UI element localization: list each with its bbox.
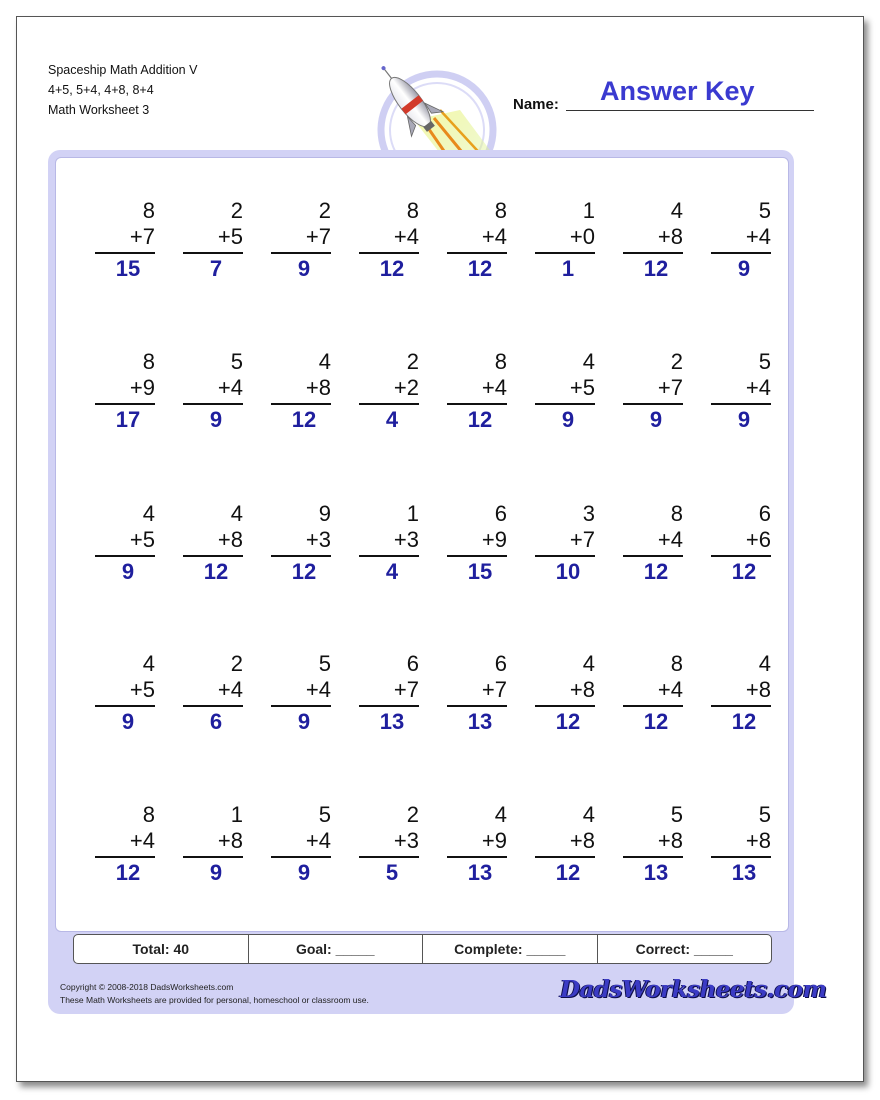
problem-item	[535, 802, 595, 887]
addend-bottom: +4	[657, 677, 683, 702]
addend-bottom: +3	[305, 527, 331, 552]
addend-top: 4	[142, 651, 155, 676]
addend-bottom: +7	[393, 677, 419, 702]
problem-item	[95, 501, 155, 586]
addend-top: 1	[582, 198, 595, 223]
addend-bottom: +4	[217, 677, 243, 702]
sum-line	[95, 555, 155, 557]
answer-key: Answer Key	[600, 76, 755, 106]
sum-line	[535, 403, 595, 405]
addend-bottom: +4	[129, 828, 155, 853]
sum-line	[535, 856, 595, 858]
sum-line	[623, 555, 683, 557]
answer-value: 12	[555, 709, 581, 734]
answer-value: 12	[643, 559, 669, 584]
addend-bottom: +8	[657, 828, 683, 853]
problem-item	[623, 651, 683, 736]
addend-top: 4	[142, 501, 155, 526]
addend-top: 4	[582, 802, 595, 827]
sum-line	[447, 252, 507, 254]
problem-item	[447, 349, 507, 434]
answer-value: 6	[209, 709, 223, 734]
addend-bottom: +8	[217, 828, 243, 853]
copyright-block	[60, 981, 369, 1007]
problem-item	[183, 802, 243, 887]
sum-line	[183, 856, 243, 858]
addend-bottom: +8	[657, 224, 683, 249]
answer-value: 17	[115, 407, 141, 432]
addend-top: 9	[318, 501, 331, 526]
addend-bottom: +4	[217, 375, 243, 400]
addend-bottom: +8	[745, 828, 771, 853]
answer-value: 12	[291, 559, 317, 584]
answer-value: 1	[561, 256, 575, 281]
total-cell: Total: 40	[74, 935, 249, 963]
addend-bottom: +8	[569, 828, 595, 853]
problem-item	[271, 198, 331, 283]
problem-item	[447, 198, 507, 283]
problem-item	[359, 651, 419, 736]
problem-item	[535, 501, 595, 586]
problem-item	[623, 802, 683, 887]
addend-bottom: +4	[481, 375, 507, 400]
sum-line	[95, 705, 155, 707]
answer-value: 4	[385, 559, 399, 584]
copyright-text: Copyright © 2008-2018 DadsWorksheets.com	[60, 982, 234, 992]
problem-item	[359, 802, 419, 887]
worksheet-subtitle: Math Worksheet 3	[48, 103, 150, 117]
answer-value: 13	[467, 709, 493, 734]
correct-cell[interactable]: Correct: _____	[635, 941, 733, 957]
sum-line	[623, 252, 683, 254]
answer-value: 9	[561, 407, 575, 432]
addend-top: 1	[406, 501, 419, 526]
addend-top: 2	[406, 349, 419, 374]
addend-top: 2	[230, 651, 243, 676]
problem-item	[535, 198, 595, 283]
answer-value: 4	[385, 407, 399, 432]
answer-value: 9	[737, 407, 751, 432]
answer-value: 9	[121, 709, 135, 734]
addend-bottom: +8	[745, 677, 771, 702]
sum-line	[535, 705, 595, 707]
problem-item	[95, 349, 155, 434]
addend-bottom: +8	[217, 527, 243, 552]
problem-item	[447, 501, 507, 586]
addend-bottom: +3	[393, 828, 419, 853]
addend-bottom: +3	[393, 527, 419, 552]
complete-cell[interactable]: Complete: _____	[423, 935, 598, 963]
sum-line	[183, 705, 243, 707]
answer-value: 9	[209, 860, 223, 885]
problem-item	[95, 802, 155, 887]
addend-top: 8	[494, 198, 507, 223]
problem-item	[359, 198, 419, 283]
addend-top: 5	[318, 802, 331, 827]
addend-bottom: +9	[481, 527, 507, 552]
addend-bottom: +5	[569, 375, 595, 400]
sum-line	[271, 555, 331, 557]
sum-line	[271, 705, 331, 707]
sum-line	[447, 555, 507, 557]
addend-bottom: +4	[745, 375, 771, 400]
problem-item	[183, 349, 243, 434]
problem-item	[711, 501, 771, 586]
addend-bottom: +4	[305, 677, 331, 702]
sum-line	[711, 403, 771, 405]
sum-line	[183, 555, 243, 557]
addend-top: 5	[758, 198, 771, 223]
addend-bottom: +4	[305, 828, 331, 853]
sum-line	[711, 856, 771, 858]
addend-top: 2	[230, 198, 243, 223]
addend-top: 8	[406, 198, 419, 223]
problem-item	[447, 802, 507, 887]
answer-value: 12	[467, 256, 493, 281]
answer-value: 12	[555, 860, 581, 885]
problem-item	[711, 651, 771, 736]
problem-item	[183, 501, 243, 586]
addend-top: 8	[494, 349, 507, 374]
answer-value: 9	[297, 256, 311, 281]
sum-line	[535, 555, 595, 557]
addend-bottom: +9	[129, 375, 155, 400]
sum-line	[271, 403, 331, 405]
problem-item	[711, 349, 771, 434]
brand-logo: DadsWorksheets.com	[560, 976, 827, 1003]
answer-value: 10	[555, 559, 581, 584]
sum-line	[623, 705, 683, 707]
addend-top: 4	[670, 198, 683, 223]
addend-top: 2	[318, 198, 331, 223]
problem-item	[271, 802, 331, 887]
problem-item	[359, 501, 419, 586]
sum-line	[623, 403, 683, 405]
answer-value: 13	[379, 709, 405, 734]
problem-item	[535, 651, 595, 736]
addend-top: 4	[582, 651, 595, 676]
sum-line	[183, 403, 243, 405]
answer-value: 13	[643, 860, 669, 885]
score-bar	[73, 934, 772, 964]
addend-top: 8	[142, 349, 155, 374]
problem-item	[623, 198, 683, 283]
addend-bottom: +8	[305, 375, 331, 400]
sum-line	[447, 403, 507, 405]
problem-item	[95, 651, 155, 736]
answer-value: 12	[643, 709, 669, 734]
sum-line	[711, 555, 771, 557]
worksheet-title: Spaceship Math Addition V	[48, 63, 198, 77]
answer-value: 12	[731, 559, 757, 584]
worksheet-header	[48, 60, 197, 120]
addend-top: 2	[670, 349, 683, 374]
addend-top: 8	[670, 501, 683, 526]
addend-top: 8	[142, 802, 155, 827]
name-label: Name:	[513, 96, 559, 113]
addend-top: 5	[758, 349, 771, 374]
worksheet-facts: 4+5, 5+4, 4+8, 8+4	[48, 83, 154, 97]
sum-line	[359, 856, 419, 858]
addend-top: 6	[494, 651, 507, 676]
addend-top: 4	[494, 802, 507, 827]
answer-value: 12	[467, 407, 493, 432]
addend-bottom: +9	[481, 828, 507, 853]
answer-value: 12	[731, 709, 757, 734]
answer-value: 12	[291, 407, 317, 432]
addend-bottom: +5	[129, 527, 155, 552]
problem-item	[711, 802, 771, 887]
problem-item	[271, 651, 331, 736]
answer-value: 9	[209, 407, 223, 432]
addend-top: 5	[230, 349, 243, 374]
answer-value: 12	[379, 256, 405, 281]
addend-bottom: +7	[657, 375, 683, 400]
addend-top: 4	[230, 501, 243, 526]
answer-value: 9	[649, 407, 663, 432]
problem-item	[535, 349, 595, 434]
problem-item	[623, 501, 683, 586]
addend-bottom: +2	[393, 375, 419, 400]
sum-line	[271, 252, 331, 254]
addend-bottom: +4	[393, 224, 419, 249]
answer-value: 12	[203, 559, 229, 584]
answer-value: 12	[643, 256, 669, 281]
usage-notice: These Math Worksheets are provided for personal, homeschool or classroom use.	[60, 995, 369, 1005]
problem-item	[271, 349, 331, 434]
sum-line	[359, 252, 419, 254]
addend-top: 4	[758, 651, 771, 676]
addend-top: 5	[670, 802, 683, 827]
addend-bottom: +4	[481, 224, 507, 249]
sum-line	[711, 252, 771, 254]
sum-line	[359, 403, 419, 405]
sum-line	[95, 403, 155, 405]
addend-bottom: +7	[481, 677, 507, 702]
sum-line	[359, 555, 419, 557]
addend-top: 5	[758, 802, 771, 827]
name-line[interactable]	[566, 110, 814, 111]
sum-line	[183, 252, 243, 254]
problem-item	[183, 198, 243, 283]
answer-value: 7	[209, 256, 223, 281]
problem-item	[95, 198, 155, 283]
addend-top: 8	[670, 651, 683, 676]
answer-value: 15	[467, 559, 493, 584]
addend-top: 4	[318, 349, 331, 374]
addend-top: 3	[582, 501, 595, 526]
sum-line	[95, 252, 155, 254]
addend-bottom: +7	[569, 527, 595, 552]
problem-item	[359, 349, 419, 434]
addend-bottom: +7	[129, 224, 155, 249]
sum-line	[623, 856, 683, 858]
addend-top: 8	[142, 198, 155, 223]
answer-value: 9	[297, 709, 311, 734]
answer-value: 5	[385, 860, 399, 885]
addend-bottom: +0	[569, 224, 595, 249]
problem-item	[623, 349, 683, 434]
addend-bottom: +6	[745, 527, 771, 552]
addend-bottom: +5	[217, 224, 243, 249]
answer-value: 9	[297, 860, 311, 885]
answer-value: 15	[115, 256, 141, 281]
addend-top: 6	[406, 651, 419, 676]
sum-line	[447, 856, 507, 858]
addend-bottom: +5	[129, 677, 155, 702]
problem-item	[271, 501, 331, 586]
sum-line	[95, 856, 155, 858]
addend-bottom: +4	[745, 224, 771, 249]
sum-line	[535, 252, 595, 254]
answer-value: 9	[737, 256, 751, 281]
addend-top: 2	[406, 802, 419, 827]
problem-item	[711, 198, 771, 283]
addend-top: 1	[230, 802, 243, 827]
addend-bottom: +8	[569, 677, 595, 702]
addend-top: 5	[318, 651, 331, 676]
problem-item	[183, 651, 243, 736]
addend-bottom: +4	[657, 527, 683, 552]
answer-value: 13	[731, 860, 757, 885]
sum-line	[271, 856, 331, 858]
problem-item	[447, 651, 507, 736]
goal-cell[interactable]: Goal: _____	[249, 935, 424, 963]
sum-line	[447, 705, 507, 707]
addend-top: 6	[494, 501, 507, 526]
addend-top: 6	[758, 501, 771, 526]
addend-bottom: +7	[305, 224, 331, 249]
addend-top: 4	[582, 349, 595, 374]
sum-line	[359, 705, 419, 707]
answer-value: 13	[467, 860, 493, 885]
sum-line	[711, 705, 771, 707]
answer-value: 9	[121, 559, 135, 584]
answer-value: 12	[115, 860, 141, 885]
